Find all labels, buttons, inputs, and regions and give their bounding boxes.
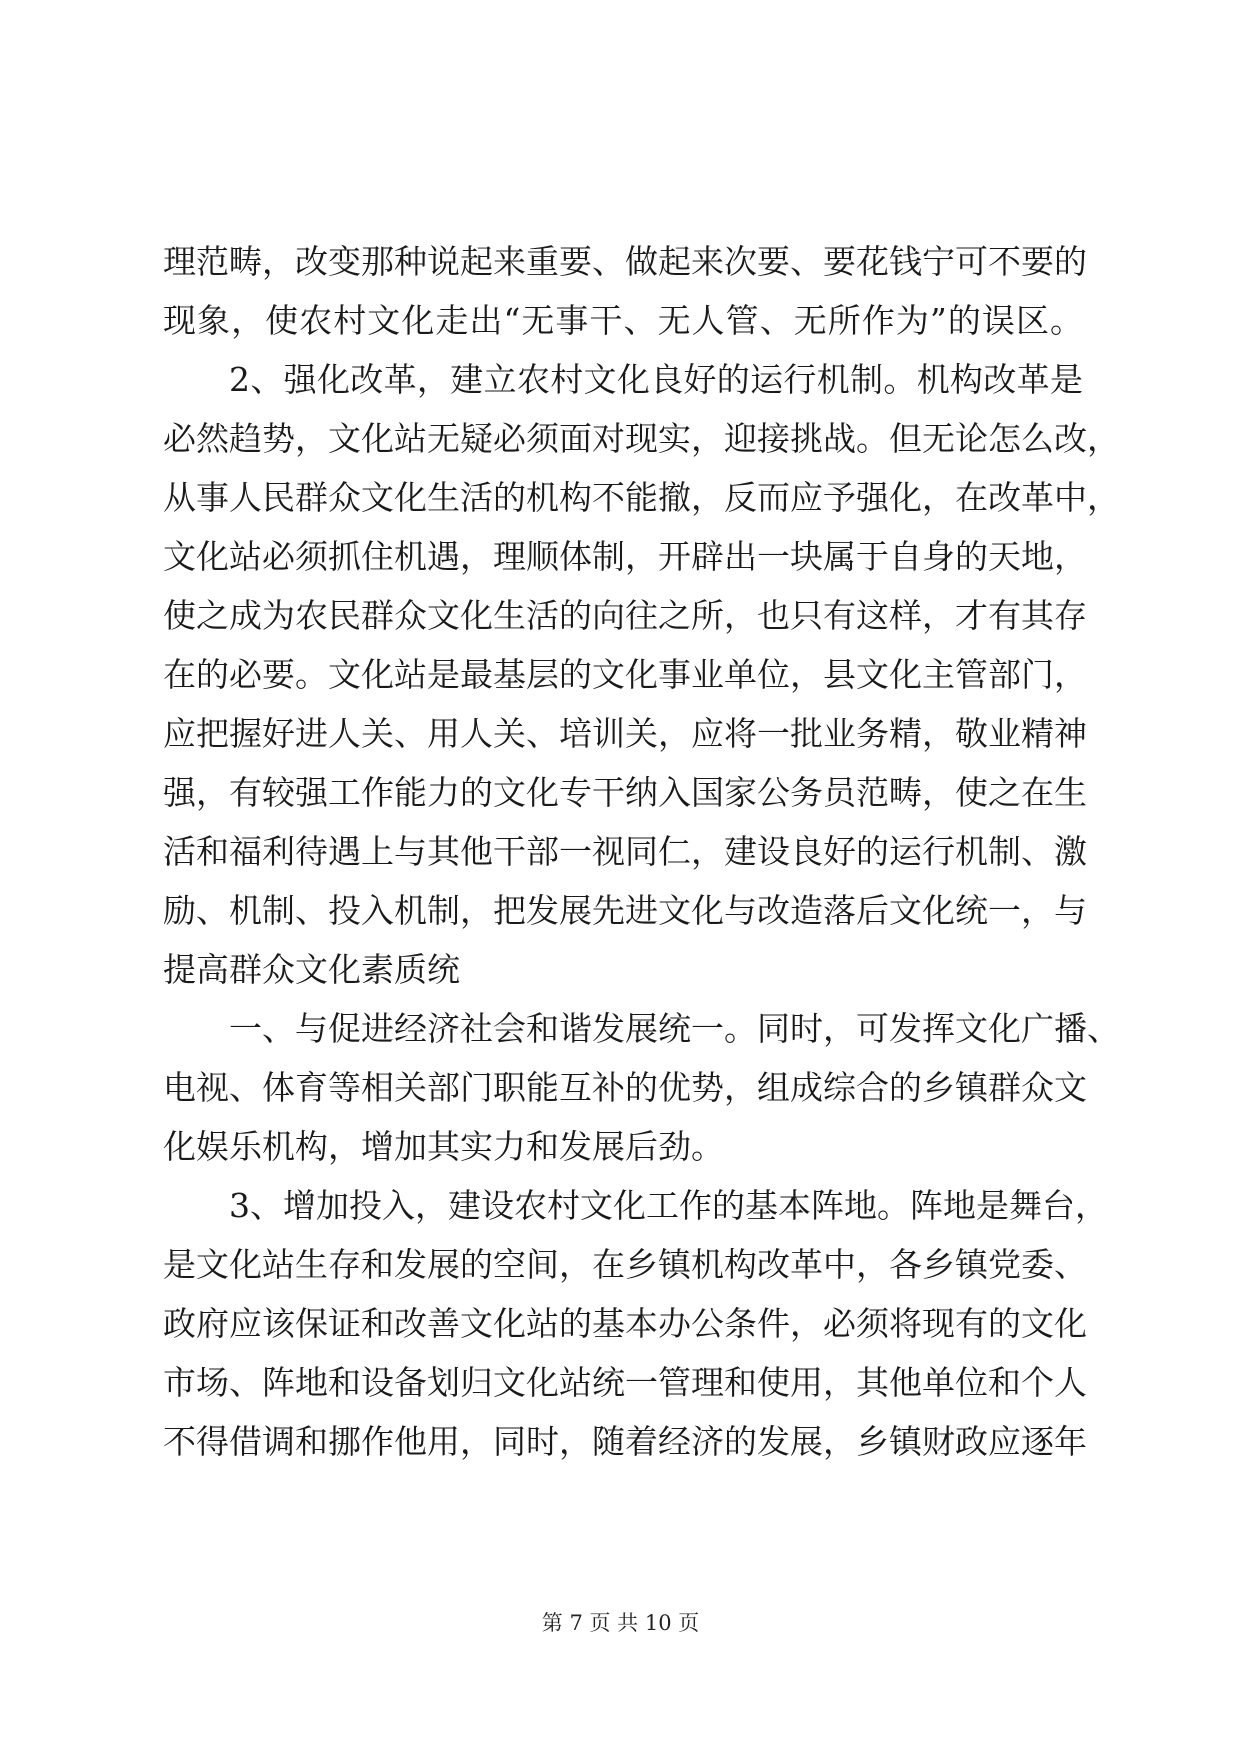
text-line: 现象，使农村文化走出“无事干、无人管、无所作为”的误区。 bbox=[163, 301, 1083, 340]
text-line: 励、机制、投入机制，把发展先进文化与改造落后文化统一，与 bbox=[163, 891, 1087, 930]
text-line: 不得借调和挪作他用，同时，随着经济的发展，乡镇财政应逐年 bbox=[163, 1422, 1087, 1461]
text-line: 政府应该保证和改善文化站的基本办公条件，必须将现有的文化 bbox=[163, 1304, 1087, 1343]
text-line: 是文化站生存和发展的空间，在乡镇机构改革中，各乡镇党委、 bbox=[163, 1245, 1087, 1284]
body-text bbox=[163, 232, 1120, 1471]
text-line: 在的必要。文化站是最基层的文化事业单位，县文化主管部门， bbox=[163, 655, 1087, 694]
text-line: 应把握好进人关、用人关、培训关，应将一批业务精，敬业精神 bbox=[163, 714, 1087, 753]
text-line: 市场、阵地和设备划归文化站统一管理和使用，其他单位和个人 bbox=[163, 1363, 1087, 1402]
text-line: 活和福利待遇上与其他干部一视同仁，建设良好的运行机制、激 bbox=[163, 832, 1087, 871]
text-line: 电视、体育等相关部门职能互补的优势，组成综合的乡镇群众文 bbox=[163, 1068, 1087, 1107]
text-line: 2、强化改革，建立农村文化良好的运行机制。机构改革是 bbox=[229, 360, 1083, 399]
text-line: 使之成为农民群众文化生活的向往之所，也只有这样，才有其存 bbox=[163, 596, 1087, 635]
text-line: 必然趋势，文化站无疑必须面对现实，迎接挑战。但无论怎么改， bbox=[163, 419, 1120, 458]
text-line: 强，有较强工作能力的文化专干纳入国家公务员范畴，使之在生 bbox=[163, 773, 1087, 812]
text-line: 从事人民群众文化生活的机构不能撤，反而应予强化，在改革中， bbox=[163, 478, 1120, 517]
text-line: 理范畴，改变那种说起来重要、做起来次要、要花钱宁可不要的 bbox=[163, 242, 1087, 281]
text-line: 化娱乐机构，增加其实力和发展后劲。 bbox=[163, 1127, 724, 1166]
text-line: 提高群众文化素质统 bbox=[163, 950, 460, 989]
text-line: 一、与促进经济社会和谐发展统一。同时，可发挥文化广播、 bbox=[229, 1009, 1120, 1048]
text-line: 文化站必须抓住机遇，理顺体制，开辟出一块属于自身的天地， bbox=[163, 537, 1087, 576]
text-line: 3、增加投入，建设农村文化工作的基本阵地。阵地是舞台， bbox=[229, 1186, 1108, 1225]
page-number-footer: 第 7 页 共 10 页 bbox=[541, 1611, 700, 1635]
